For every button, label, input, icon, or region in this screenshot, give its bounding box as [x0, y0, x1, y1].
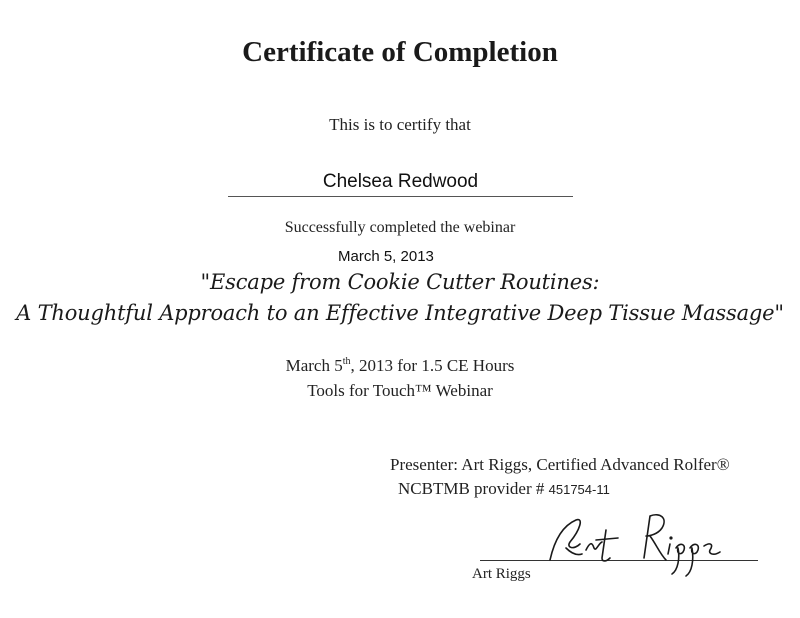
- presenter-line: Presenter: Art Riggs, Certified Advanced Rolfer®: [390, 455, 730, 474]
- provider-label: NCBTMB provider #: [398, 479, 549, 498]
- completed-text: Successfully completed the webinar: [284, 219, 516, 236]
- hours-ordinal-suffix: th: [342, 356, 351, 367]
- course-title-line-2: A Thoughtful Approach to an Effective Integrative Deep Tissue Massage": [16, 301, 784, 325]
- hours-line: [0, 356, 800, 376]
- provider-number: 451754-11: [548, 482, 610, 497]
- webinar-line: Tools for Touch™ Webinar: [307, 381, 493, 400]
- completion-date: March 5, 2013: [338, 248, 434, 265]
- certificate-title: Certificate of Completion: [242, 36, 558, 68]
- recipient-name: Chelsea Redwood: [322, 171, 479, 192]
- signer-name: Art Riggs: [472, 566, 531, 582]
- recipient-underline: [228, 196, 573, 197]
- course-title-line-1: "Escape from Cookie Cutter Routines:: [200, 270, 600, 294]
- handwritten-signature: [540, 508, 740, 580]
- hours-month: March 5: [285, 356, 343, 375]
- hours-rest: , 2013 for 1.5 CE Hours: [350, 356, 515, 375]
- provider-line: [398, 479, 610, 499]
- certify-text: This is to certify that: [329, 115, 471, 134]
